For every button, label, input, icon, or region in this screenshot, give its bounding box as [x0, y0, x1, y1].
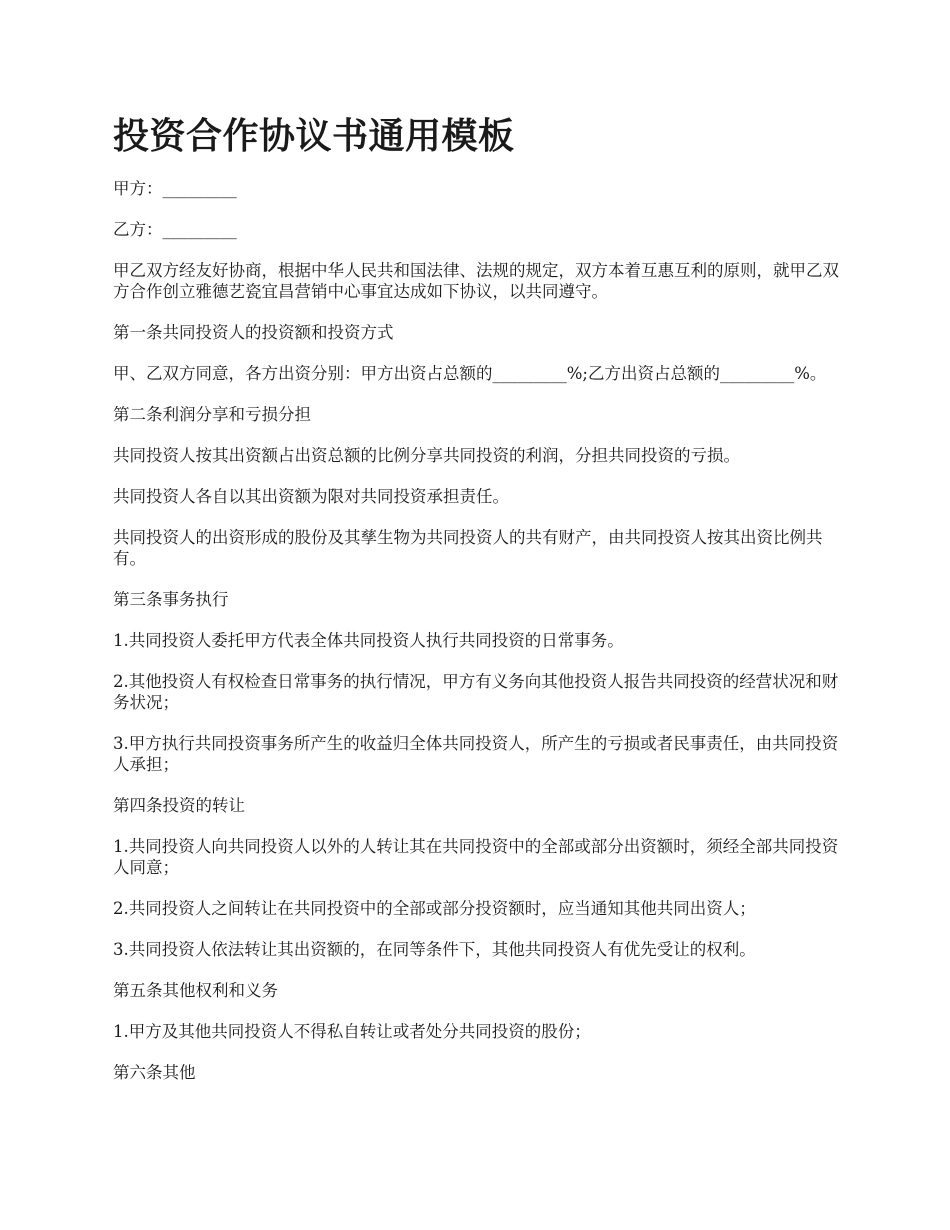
article-3-item-1: 1.共同投资人委托甲方代表全体共同投资人执行共同投资的日常事务。: [113, 631, 624, 650]
article-3-item-2: 2.其他投资人有权检查日常事务的执行情况，甲方有义务向其他投资人报告共同投资的经营状况和财务状况；: [113, 672, 839, 712]
article-1-text: 甲、乙双方同意，各方出资分别：甲方出资占总额的_________%;乙方出资占总额的_________%。: [113, 364, 827, 383]
article-4-item-2: 2.共同投资人之间转让在共同投资中的全部或部分投资额时，应当通知其他共同出资人；: [113, 899, 756, 918]
article-2-text-3: 共同投资人的出资形成的股份及其孳生物为共同投资人的共有财产，由共同投资人按其出资比例共有。: [113, 528, 823, 568]
article-4-item-1: 1.共同投资人向共同投资人以外的人转让其在共同投资中的全部或部分出资额时，须经全部共同投资人同意；: [113, 837, 839, 877]
article-4-item-3: 3.共同投资人依法转让其出资额的，在同等条件下，其他共同投资人有优先受让的权利。: [113, 940, 756, 959]
article-5-item-1: 1.甲方及其他共同投资人不得私自转让或者处分共同投资的股份；: [113, 1022, 591, 1041]
article-2-heading: 第二条利润分享和亏损分担: [113, 405, 311, 424]
article-2-text-2: 共同投资人各自以其出资额为限对共同投资承担责任。: [113, 487, 509, 506]
article-3-heading: 第三条事务执行: [113, 590, 229, 609]
article-1-heading: 第一条共同投资人的投资额和投资方式: [113, 323, 394, 342]
party-b-line: 乙方：_________: [113, 220, 237, 239]
article-6-heading: 第六条其他: [113, 1063, 196, 1082]
preamble-paragraph: 甲乙双方经友好协商，根据中华人民共和国法律、法规的规定，双方本着互惠互利的原则，就甲乙双方合作创立雅德艺瓷宜昌营销中心事宜达成如下协议，以共同遵守。: [113, 261, 839, 301]
article-2-text-1: 共同投资人按其出资额占出资总额的比例分享共同投资的利润，分担共同投资的亏损。: [113, 446, 740, 465]
document-title: 投资合作协议书通用模板: [113, 115, 515, 157]
article-4-heading: 第四条投资的转让: [113, 796, 245, 815]
party-a-line: 甲方：_________: [113, 179, 237, 198]
article-5-heading: 第五条其他权利和义务: [113, 981, 278, 1000]
article-3-item-3: 3.甲方执行共同投资事务所产生的收益归全体共同投资人，所产生的亏损或者民事责任，由共同投资人承担；: [113, 734, 839, 774]
document-page: [113, 112, 843, 1103]
